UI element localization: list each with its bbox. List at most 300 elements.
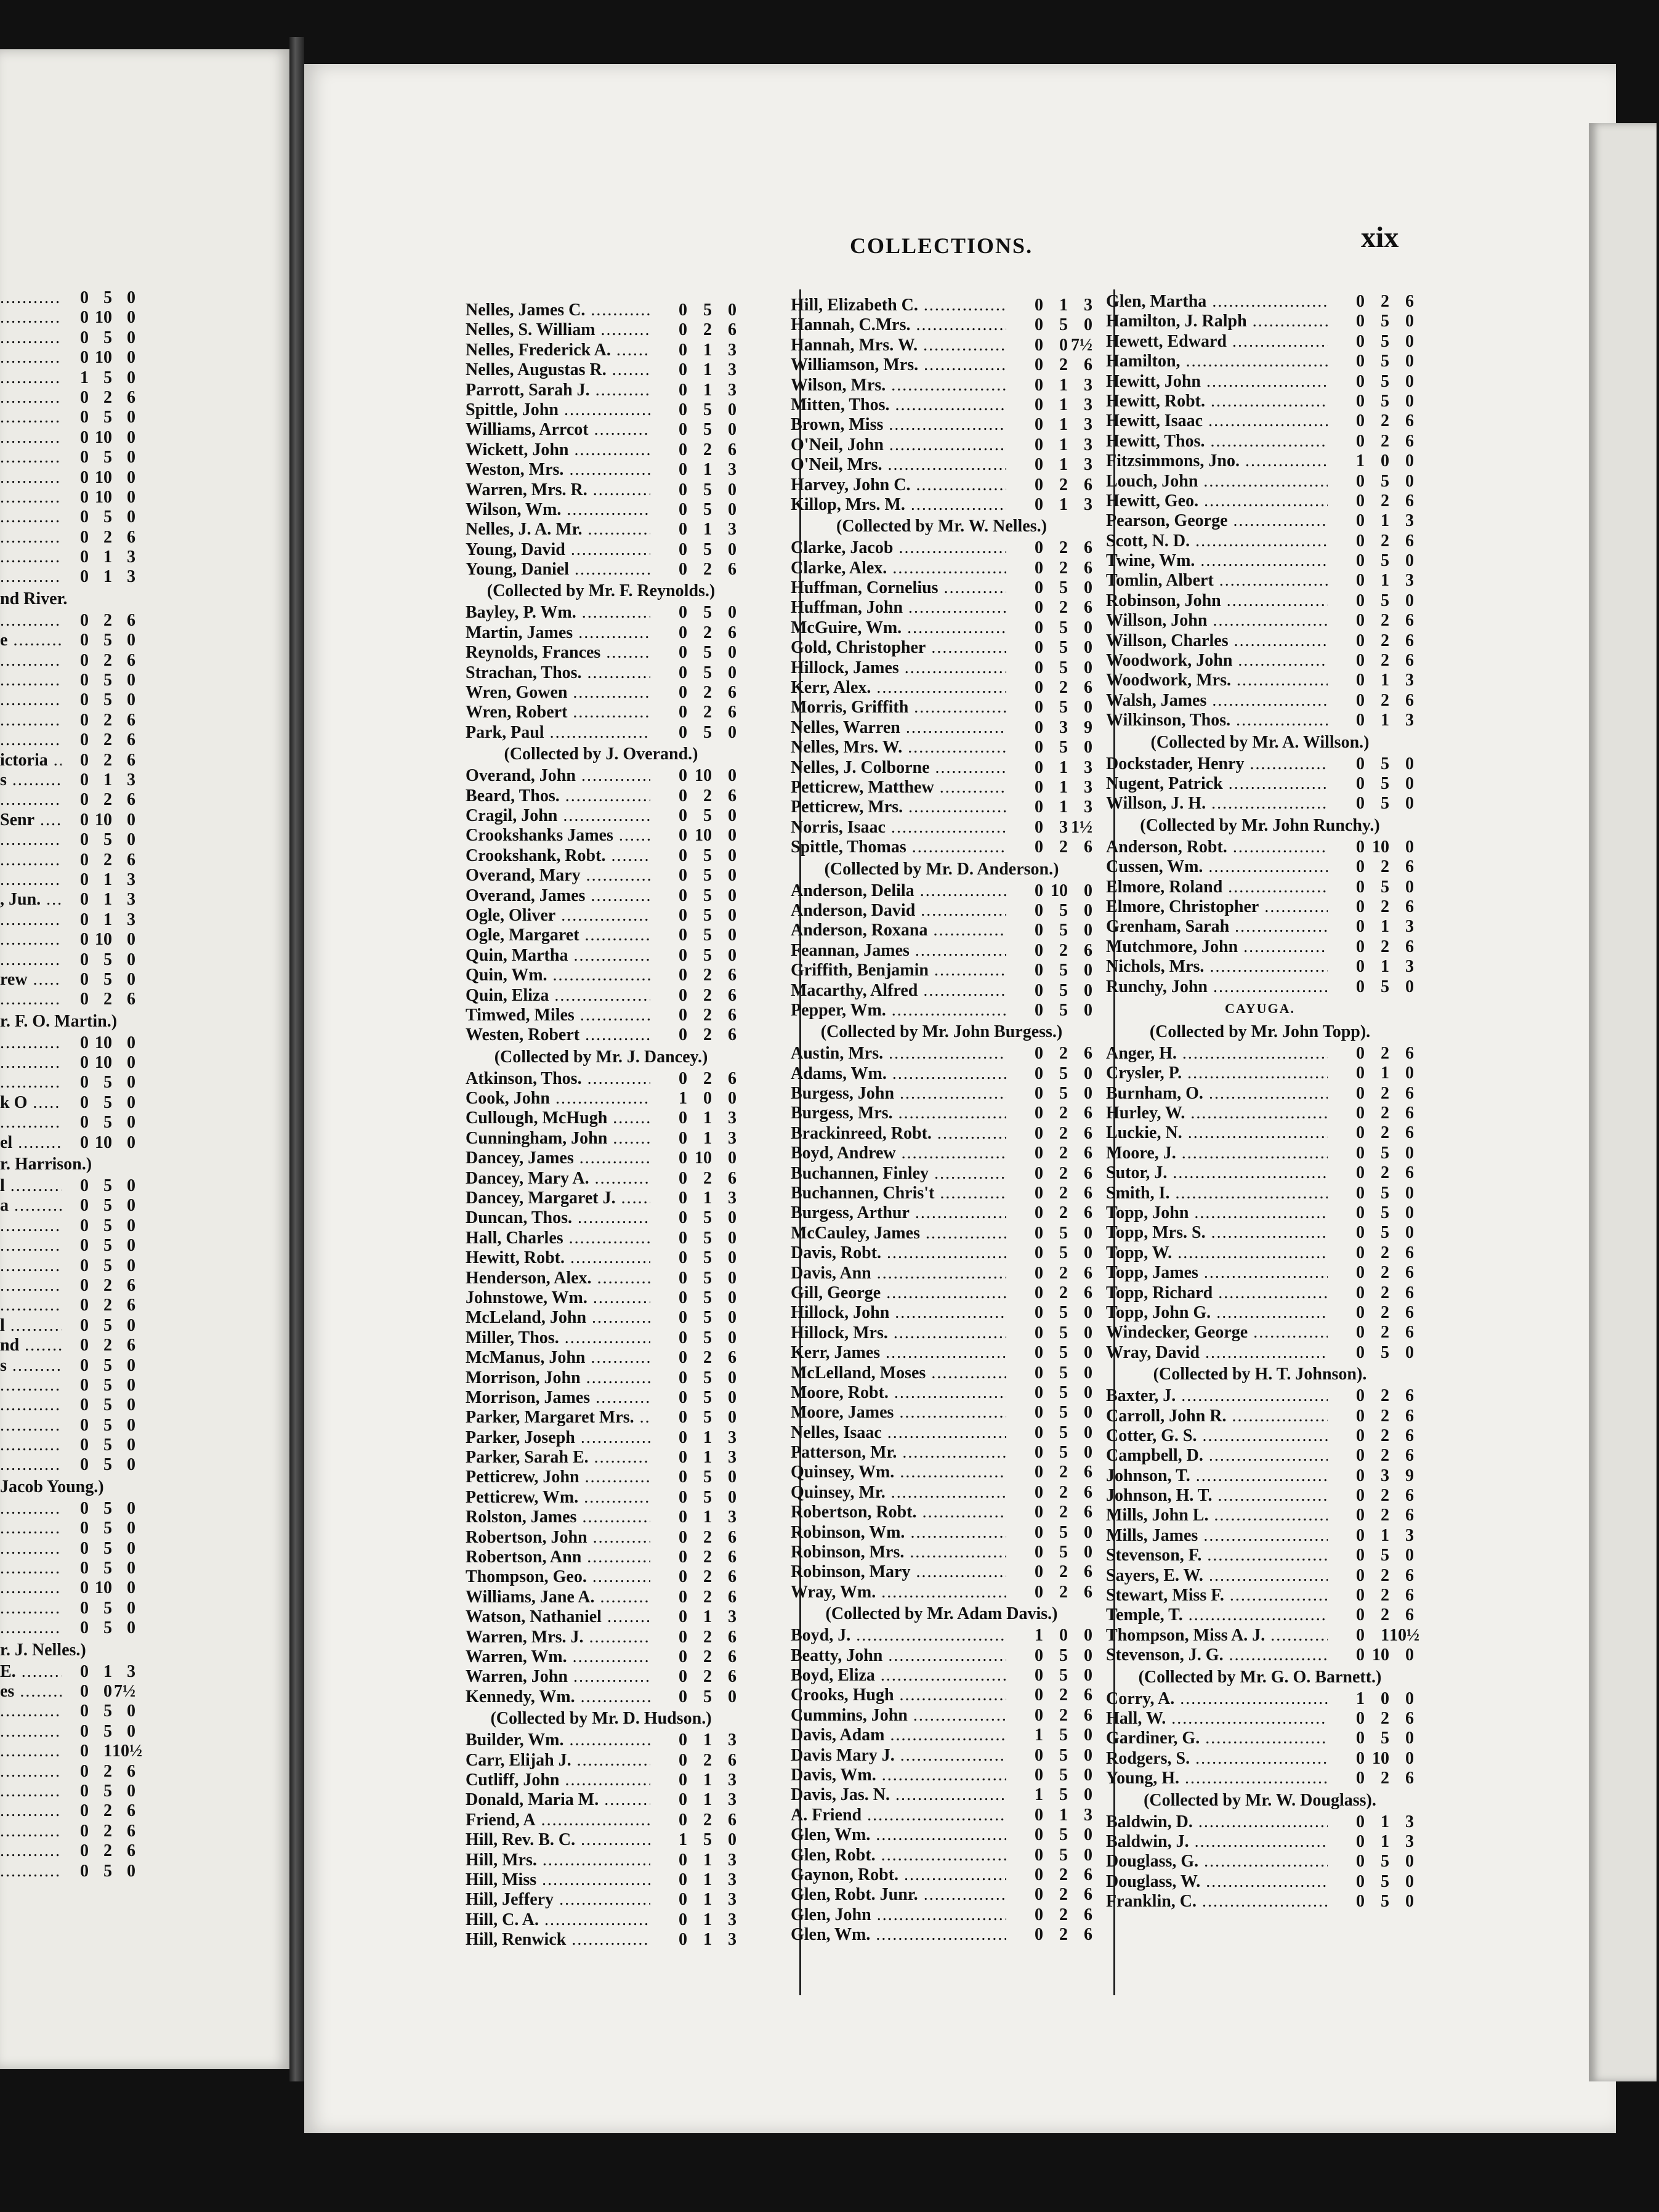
amount-pounds: 0 (679, 1508, 687, 1527)
amount-pence: 0 (1084, 578, 1092, 598)
amount-pounds: 0 (1356, 1586, 1365, 1605)
amount-pounds: 0 (679, 886, 687, 905)
subscriber-row (791, 1706, 1092, 1726)
amount-pounds: 0 (679, 603, 687, 623)
subscriber-name (0, 611, 62, 631)
subscriber-row (0, 1782, 135, 1801)
amount (1328, 774, 1414, 794)
subscriber-name: McGuire, Wm. ..... (791, 618, 1006, 638)
amount (1328, 1605, 1414, 1625)
amount-pence: 3 (127, 547, 135, 567)
amount-pence: 3 (1405, 1831, 1414, 1851)
amount-pounds: 0 (1356, 1729, 1365, 1748)
amount (1006, 495, 1092, 515)
subscriber-name: Stewart, Miss F. ..... (1106, 1586, 1328, 1605)
subscriber-name: Mitten, Thos. ..... (791, 395, 1006, 415)
subscriber-row (1106, 1044, 1414, 1064)
subscriber-name: Clarke, Alex. ..... (791, 559, 1006, 578)
amount-pounds: 0 (679, 1607, 687, 1627)
amount-pounds: 0 (80, 1315, 89, 1335)
amount-pence: 0 (728, 499, 737, 519)
amount-shillings: 2 (703, 1810, 712, 1830)
amount-pence: 6 (1405, 651, 1414, 671)
amount-shillings: 2 (1381, 1605, 1389, 1625)
subscriber-name: Hewitt, John ..... (1106, 372, 1328, 392)
amount (62, 488, 135, 507)
amount-shillings: 5 (1059, 1666, 1068, 1685)
subscriber-row (0, 890, 135, 910)
subscriber-row (466, 1910, 737, 1930)
amount-shillings: 3 (1059, 717, 1068, 737)
amount-pence: 6 (1084, 1503, 1092, 1522)
subscriber-row (1106, 1605, 1414, 1625)
amount-pounds: 0 (1035, 1522, 1043, 1542)
amount-pence: 3 (1405, 1525, 1414, 1545)
amount (1328, 1749, 1414, 1769)
amount-pence: 6 (1084, 1482, 1092, 1502)
amount (1006, 1885, 1092, 1905)
amount-pence: 0 (127, 1395, 135, 1415)
subscriber-row (466, 1687, 737, 1707)
amount-pence: 6 (1084, 1144, 1092, 1163)
subscriber-row (791, 678, 1092, 698)
amount-pounds: 0 (679, 340, 687, 360)
amount-shillings: 5 (1381, 1203, 1389, 1223)
amount-shillings: 5 (703, 420, 712, 440)
amount-shillings: 5 (1381, 331, 1389, 351)
amount-pence: 6 (1405, 1283, 1414, 1302)
amount-pounds: 0 (80, 850, 89, 870)
subscriber-row (1106, 352, 1414, 371)
amount-pounds: 0 (1035, 1104, 1043, 1123)
subscriber-row (0, 1276, 135, 1296)
amount-pounds: 0 (1035, 538, 1043, 558)
subscriber-row (791, 961, 1092, 980)
amount (1328, 937, 1414, 957)
subscriber-row (466, 1089, 737, 1108)
amount-pence: 0 (127, 1455, 135, 1475)
amount (1006, 1363, 1092, 1383)
subscriber-name: O'Neil, John ..... (791, 435, 1006, 455)
amount-pence: 0 (127, 1559, 135, 1578)
amount-pounds: 0 (679, 1288, 687, 1307)
amount (62, 631, 135, 650)
amount-shillings: 5 (1381, 371, 1389, 391)
subscriber-row (1106, 1323, 1414, 1342)
amount-shillings: 10 (1372, 1645, 1389, 1665)
amount-shillings: 5 (103, 830, 112, 850)
amount-pounds: 0 (1356, 511, 1365, 531)
subscriber-name: rew ..... (0, 970, 62, 990)
subscriber-name: Burgess, John ..... (791, 1084, 1006, 1104)
amount-shillings: 2 (1381, 1083, 1389, 1103)
amount (650, 886, 737, 906)
subscriber-name: Ogle, Margaret ..... (466, 926, 650, 945)
amount (1006, 1203, 1092, 1223)
amount-pounds: 0 (1035, 1163, 1043, 1183)
amount (1006, 475, 1092, 495)
amount-pence: 6 (127, 1296, 135, 1315)
amount-pence: 0 (1084, 1084, 1092, 1104)
amount (1006, 618, 1092, 638)
amount-pounds: 0 (679, 985, 687, 1005)
amount-pence: 6 (728, 1068, 737, 1088)
amount-pounds: 0 (1035, 1765, 1043, 1785)
amount-pounds: 0 (1035, 757, 1043, 777)
subscriber-row (466, 1607, 737, 1627)
amount-shillings: 2 (103, 610, 112, 630)
subscriber-row (466, 1467, 737, 1487)
amount-shillings: 2 (1059, 598, 1068, 618)
amount (62, 910, 135, 930)
amount-shillings: 2 (703, 320, 712, 340)
amount-shillings: 2 (103, 1336, 112, 1355)
amount-pence: 6 (1405, 1709, 1414, 1728)
amount-pence: 0 (728, 1228, 737, 1248)
subscriber-row (466, 320, 737, 340)
running-header: COLLECTIONS. (850, 233, 1033, 258)
amount-shillings: 1 (703, 1910, 712, 1929)
amount-pounds: 0 (1356, 1203, 1365, 1223)
amount-shillings: 5 (1381, 1852, 1389, 1871)
subscriber-row (791, 1443, 1092, 1463)
amount-pounds: 0 (1035, 1562, 1043, 1582)
amount (1006, 1825, 1092, 1845)
amount-pounds: 0 (679, 1128, 687, 1148)
amount-pence: 0 (127, 1538, 135, 1558)
amount-shillings: 2 (703, 623, 712, 642)
subscriber-row (791, 1084, 1092, 1104)
amount-pounds: 0 (679, 945, 687, 965)
subscriber-row (466, 1830, 737, 1850)
amount-pence: 0 (728, 905, 737, 925)
amount-pounds: 0 (1356, 794, 1365, 813)
amount (1006, 1865, 1092, 1885)
subscriber-name: Willson, J. H. ..... (1106, 794, 1328, 813)
amount-shillings: 2 (1381, 1163, 1389, 1183)
subscriber-row (466, 1248, 737, 1268)
amount-pence: 0 (1084, 1765, 1092, 1785)
amount-pence: 6 (127, 850, 135, 870)
amount-shillings: 5 (103, 1073, 112, 1092)
amount-pence: 6 (1084, 1463, 1092, 1482)
amount-shillings: 1 (1059, 455, 1068, 475)
subscriber-row (791, 1846, 1092, 1865)
subscriber-name: Hannah, C.Mrs. ..... (791, 315, 1006, 335)
subscriber-row (1106, 977, 1414, 997)
amount-pence: 0 (728, 1328, 737, 1347)
amount-pence: 9 (1084, 717, 1092, 737)
amount-shillings: 1 (703, 380, 712, 400)
amount-pence: 0 (728, 805, 737, 825)
amount-pence: 0 (127, 1315, 135, 1335)
subscriber-row (1106, 1812, 1414, 1832)
amount-pence: 3 (1405, 671, 1414, 690)
subscriber-row (1106, 1466, 1414, 1486)
amount-pounds: 0 (1035, 1805, 1043, 1825)
amount-shillings: 2 (1059, 475, 1068, 494)
subscriber-row (0, 1236, 135, 1256)
subscriber-name: Watson, Nathaniel ..... (466, 1607, 650, 1627)
amount-pence: 0 (728, 722, 737, 742)
amount-pence: 0 (127, 487, 135, 507)
amount-pounds: 0 (1356, 690, 1365, 710)
subscriber-name: Corry, A. ..... (1106, 1689, 1328, 1709)
subscriber-name: Petticrew, Wm. ..... (466, 1488, 650, 1508)
amount-shillings: 10 (95, 1132, 112, 1152)
subscriber-name: Nelles, Mrs. W. ..... (791, 738, 1006, 757)
amount (1328, 878, 1414, 897)
amount-shillings: 1 (1381, 671, 1389, 690)
amount-pounds: 0 (1035, 738, 1043, 757)
subscriber-name: Anger, H. ..... (1106, 1044, 1328, 1064)
subscriber-name: Moore, J. ..... (1106, 1144, 1328, 1163)
amount-pounds: 0 (1035, 1243, 1043, 1263)
amount-pence: 3 (1084, 1805, 1092, 1825)
subscriber-row (0, 1499, 135, 1519)
amount-pence: 0 (728, 643, 737, 663)
amount-pounds: 0 (1356, 897, 1365, 916)
amount-pounds: 0 (679, 320, 687, 340)
amount-pence: 6 (728, 320, 737, 340)
subscriber-row (0, 1455, 135, 1475)
amount-pence: 6 (728, 1527, 737, 1547)
amount-pounds: 0 (679, 1487, 687, 1507)
subscriber-name (0, 1276, 62, 1296)
amount-pounds: 0 (1356, 571, 1365, 591)
amount-pounds: 0 (679, 420, 687, 440)
amount-pence: 0 (728, 766, 737, 786)
amount-shillings: 2 (1059, 1885, 1068, 1905)
subscriber-name: Anderson, David ..... (791, 901, 1006, 921)
amount-pounds: 0 (1035, 395, 1043, 414)
subscriber-name: Woodwork, John ..... (1106, 651, 1328, 671)
amount-pence: 3 (1405, 511, 1414, 531)
subscriber-name: Warren, Mrs. J. ..... (466, 1628, 650, 1647)
amount-shillings: 5 (1059, 1000, 1068, 1020)
subscriber-name: Hewitt, Geo. ..... (1106, 491, 1328, 511)
amount-shillings: 5 (103, 950, 112, 969)
subscriber-name: Martin, James ..... (466, 623, 650, 643)
subscriber-row (791, 1825, 1092, 1845)
subscriber-row (1106, 631, 1414, 651)
amount-pounds: 0 (80, 950, 89, 969)
amount-pence: 3 (728, 360, 737, 380)
amount (62, 1559, 135, 1578)
amount-pounds: 0 (80, 507, 89, 527)
amount-pounds: 0 (80, 1395, 89, 1415)
subscriber-name: Baldwin, J. ..... (1106, 1832, 1328, 1852)
amount-pence: 0 (728, 539, 737, 559)
amount-pence: 0 (728, 1208, 737, 1228)
subscriber-name: Carr, Elijah J. ..... (466, 1751, 650, 1770)
amount-pence: 6 (728, 1548, 737, 1567)
amount (1328, 332, 1414, 352)
subscriber-name: Nelles, Augustas R. ..... (466, 360, 650, 380)
subscriber-row (0, 711, 135, 730)
amount (1006, 415, 1092, 435)
subscriber-name: Gardiner, G. ..... (1106, 1729, 1328, 1748)
subscriber-name: Hillock, Mrs. ..... (791, 1323, 1006, 1343)
subscriber-name (0, 1416, 62, 1435)
amount-pounds: 0 (1356, 1323, 1365, 1342)
subscriber-row (791, 376, 1092, 395)
amount-pence: 0 (1084, 1423, 1092, 1442)
amount-shillings: 2 (1381, 857, 1389, 877)
subscriber-row (0, 651, 135, 671)
amount-shillings: 2 (703, 1068, 712, 1088)
amount-shillings: 1 (703, 1427, 712, 1447)
subscriber-name: Topp, W. ..... (1106, 1243, 1328, 1263)
amount (1328, 917, 1414, 937)
amount-pounds: 0 (1035, 1064, 1043, 1083)
subscriber-name: Duncan, Thos. ..... (466, 1208, 650, 1228)
subscriber-row (0, 1376, 135, 1395)
amount-shillings: 5 (103, 690, 112, 710)
amount-pounds: 0 (679, 1068, 687, 1088)
amount-pounds: 0 (80, 1355, 89, 1375)
amount-pounds: 0 (1356, 1546, 1365, 1565)
subscriber-row (466, 986, 737, 1006)
amount-pounds: 1 (80, 368, 89, 387)
collector-heading: nd River. (0, 589, 68, 608)
amount-pounds: 0 (1356, 917, 1365, 937)
subscriber-row (791, 1104, 1092, 1123)
subscriber-name: Crookshanks James ..... (466, 826, 650, 846)
subscriber-name: Hill, Rev. B. C. ..... (466, 1830, 650, 1850)
amount-pence: 0 (1084, 980, 1092, 1000)
amount-shillings: 1 (1381, 1625, 1389, 1645)
amount-shillings: 5 (703, 866, 712, 886)
amount (62, 1862, 135, 1881)
subscriber-row (791, 1865, 1092, 1885)
amount-shillings: 5 (1381, 877, 1389, 897)
collector-heading: (Collected by Mr. W. Nelles.) (836, 517, 1047, 536)
amount-pence: 6 (1405, 690, 1414, 710)
amount (62, 1618, 135, 1638)
amount-pounds: 0 (1035, 1044, 1043, 1064)
amount-pounds: 0 (80, 870, 89, 889)
amount-pence: 6 (1405, 531, 1414, 551)
subscriber-row (466, 1667, 737, 1687)
amount (1328, 432, 1414, 451)
subscriber-name: O'Neil, Mrs. ..... (791, 455, 1006, 475)
amount-shillings: 5 (103, 1315, 112, 1335)
subscriber-row (1106, 1144, 1414, 1163)
amount-pounds: 0 (1356, 837, 1365, 857)
amount-pounds: 0 (679, 1730, 687, 1750)
amount (62, 567, 135, 587)
subscriber-row (0, 1862, 135, 1881)
subscriber-row (1106, 591, 1414, 611)
subscriber-name (0, 1033, 62, 1053)
subscriber-name: Williams, Jane A. ..... (466, 1588, 650, 1607)
subscriber-name: Wickett, John ..... (466, 440, 650, 460)
subscriber-row (791, 778, 1092, 797)
subscriber-name: Parker, Margaret Mrs. ..... (466, 1408, 650, 1427)
amount-shillings: 2 (1381, 1302, 1389, 1322)
amount-pounds: 0 (80, 1598, 89, 1618)
amount-pence: 6 (1405, 292, 1414, 311)
amount-pounds: 0 (80, 1415, 89, 1435)
amount-pence: 3 (1084, 797, 1092, 817)
amount (650, 786, 737, 806)
amount-pence: 6 (728, 1750, 737, 1770)
subscriber-row (0, 730, 135, 750)
amount-shillings: 1 (703, 460, 712, 480)
subscriber-row (0, 770, 135, 790)
amount-shillings: 5 (103, 1498, 112, 1518)
amount-shillings: 2 (1381, 1446, 1389, 1466)
subscriber-row (791, 495, 1092, 515)
amount (62, 507, 135, 527)
amount-shillings: 0 (1381, 451, 1389, 471)
subscriber-name (0, 1822, 62, 1841)
amount-shillings: 1 (703, 1448, 712, 1467)
subscriber-row (791, 1685, 1092, 1705)
subscriber-row (466, 926, 737, 945)
amount-pounds: 0 (1035, 1825, 1043, 1845)
amount-shillings: 1 (703, 1890, 712, 1910)
amount-shillings: 1 (703, 520, 712, 539)
subscriber-name (0, 348, 62, 368)
subscriber-row (466, 1528, 737, 1548)
amount (1328, 711, 1414, 730)
amount-pence: 6 (1084, 940, 1092, 960)
amount-pounds: 0 (679, 766, 687, 786)
amount-pence: 0 (1405, 877, 1414, 897)
amount-pence: 3 (728, 1607, 737, 1627)
amount-pence: 0 (1084, 1845, 1092, 1865)
subscriber-name (0, 328, 62, 348)
subscriber-row (1106, 1263, 1414, 1283)
subscriber-row (791, 1483, 1092, 1503)
amount-pounds: 0 (1356, 711, 1365, 730)
amount (1328, 1526, 1414, 1546)
amount-pounds: 0 (1035, 1303, 1043, 1323)
amount-pounds: 0 (1035, 900, 1043, 920)
amount-pence: 10½ (112, 1742, 142, 1761)
amount (650, 1567, 737, 1587)
amount-shillings: 2 (1381, 690, 1389, 710)
subscriber-name (0, 1216, 62, 1236)
amount-pounds: 0 (1356, 1104, 1365, 1123)
subscriber-row (466, 1189, 737, 1208)
amount-shillings: 2 (103, 710, 112, 730)
amount-pence: 6 (1084, 538, 1092, 558)
amount-pounds: 0 (80, 1742, 89, 1761)
subscriber-name: Robinson, Mary ..... (791, 1562, 1006, 1582)
amount-pounds: 0 (1035, 838, 1043, 857)
amount-shillings: 5 (103, 1861, 112, 1881)
subscriber-name: Hall, Charles ..... (466, 1229, 650, 1248)
amount-pounds: 0 (80, 1701, 89, 1721)
amount-shillings: 2 (1381, 1769, 1389, 1788)
subscriber-row (0, 1196, 135, 1216)
amount-shillings: 2 (1059, 1144, 1068, 1163)
subscriber-name: Windecker, George ..... (1106, 1323, 1328, 1342)
amount (1328, 754, 1414, 774)
subscriber-row (791, 296, 1092, 315)
amount-pounds: 0 (679, 560, 687, 579)
amount-pence: 6 (1084, 1562, 1092, 1582)
subscriber-row (791, 1283, 1092, 1303)
amount (650, 400, 737, 420)
amount-pence: 0 (1084, 1443, 1092, 1463)
subscriber-name: Cussen, Wm. ..... (1106, 857, 1328, 877)
amount (1006, 336, 1092, 355)
subscriber-row (791, 1323, 1092, 1343)
